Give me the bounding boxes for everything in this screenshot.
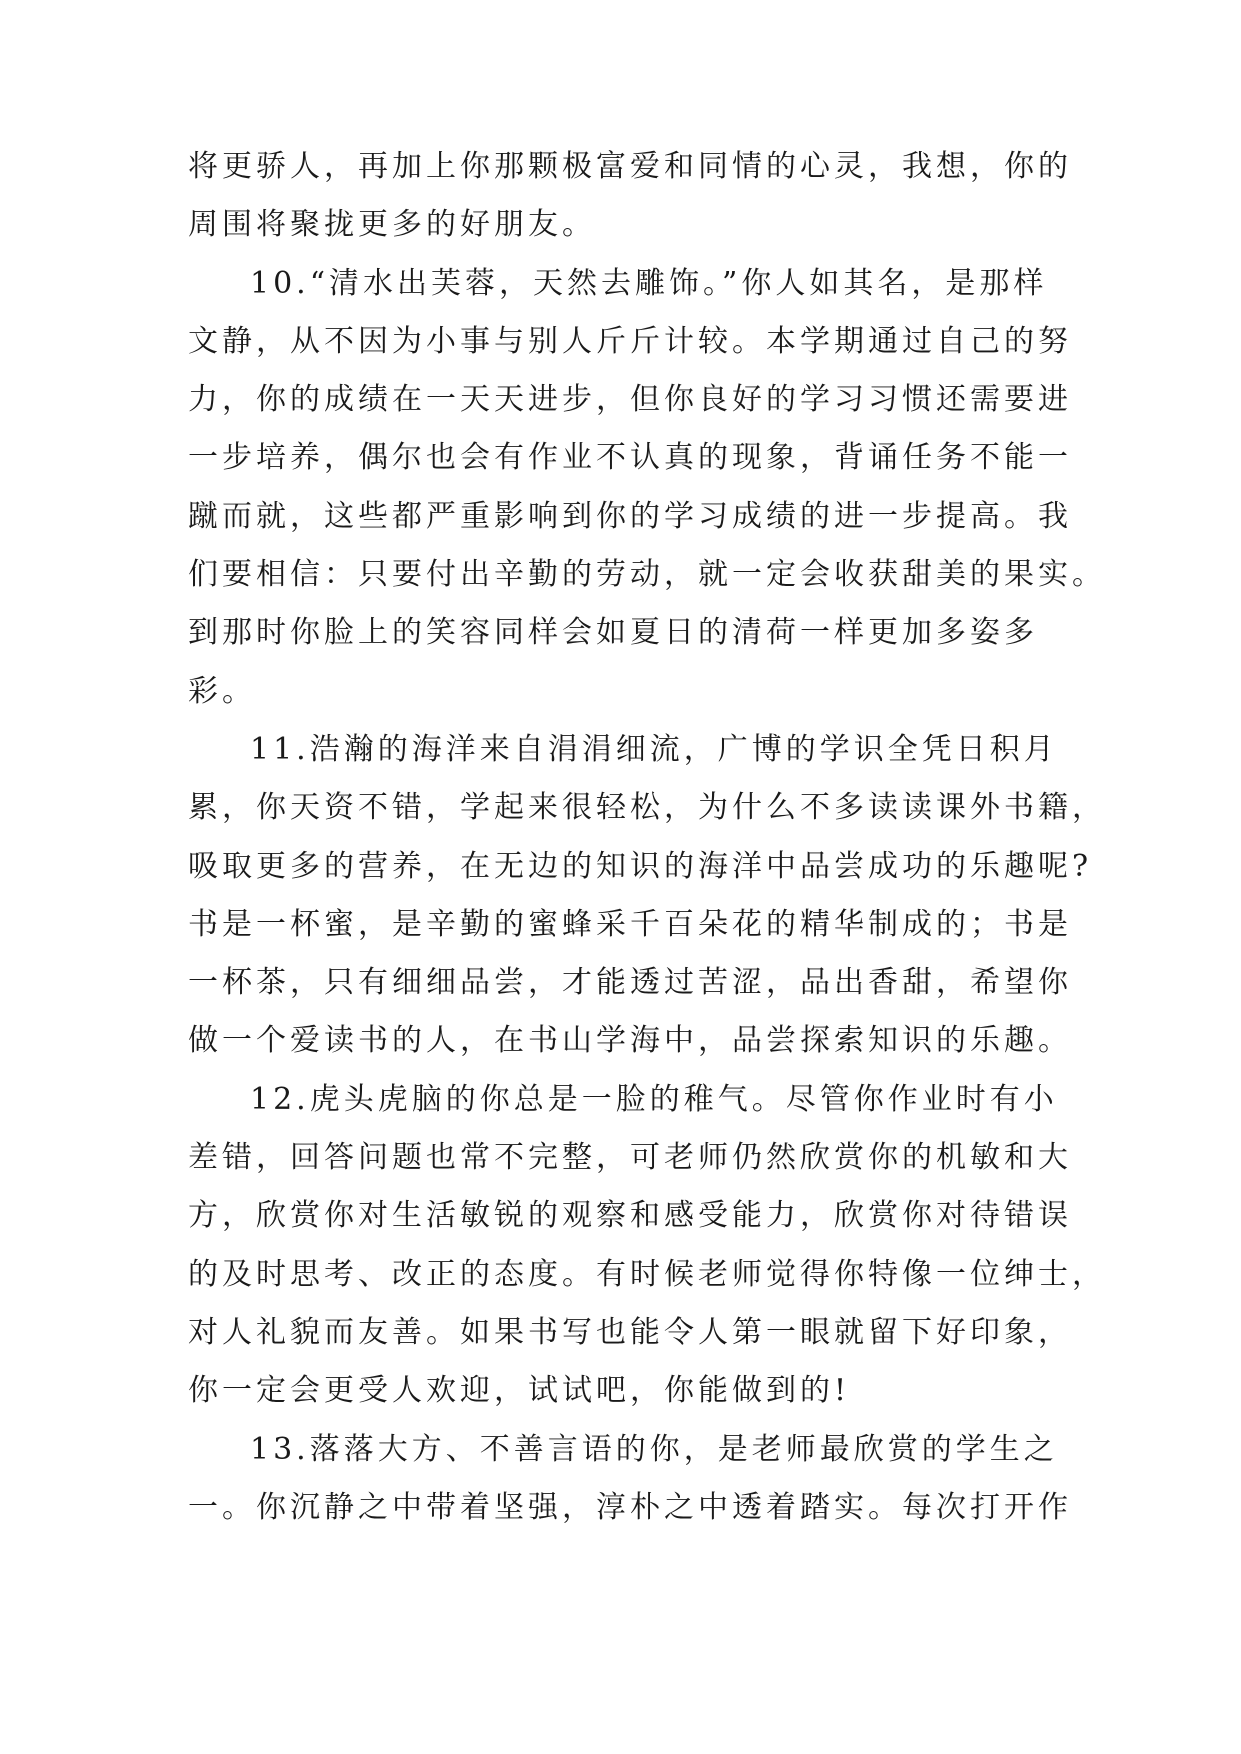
paragraph-13 bbox=[188, 1431, 1072, 1525]
text-line: 周围将聚拢更多的好朋友。 bbox=[188, 207, 596, 243]
text-line: 彩。 bbox=[188, 673, 256, 709]
text-line: 一。你沉静之中带着坚强，淳朴之中透着踏实。每次打开作 bbox=[188, 1489, 1072, 1525]
text-line: 们要相信：只要付出辛勤的劳动，就一定会收获甜美的果实。 bbox=[188, 557, 1106, 593]
text-line: 13.落落大方、不善言语的你，是老师最欣赏的学生之 bbox=[250, 1431, 1058, 1467]
text-line: 累，你天资不错，学起来很轻松，为什么不多读读课外书籍， bbox=[188, 790, 1106, 826]
text-line: 你一定会更受人欢迎，试试吧，你能做到的! bbox=[188, 1373, 851, 1409]
text-line: 10.“清水出芙蓉，天然去雕饰。”你人如其名，是那样 bbox=[250, 265, 1048, 301]
text-line: 方，欣赏你对生活敏锐的观察和感受能力，欣赏你对待错误 bbox=[188, 1198, 1072, 1234]
text-line: 力，你的成绩在一天天进步，但你良好的学习习惯还需要进 bbox=[188, 382, 1072, 418]
text-line: 的及时思考、改正的态度。有时候老师觉得你特像一位绅士， bbox=[188, 1256, 1106, 1292]
text-line: 11.浩瀚的海洋来自涓涓细流，广博的学识全凭日积月 bbox=[250, 731, 1058, 767]
paragraph-11 bbox=[188, 731, 1106, 1059]
text-line: 书是一杯蜜，是辛勤的蜜蜂采千百朵花的精华制成的；书是 bbox=[188, 906, 1072, 942]
text-line: 做一个爱读书的人，在书山学海中，品尝探索知识的乐趣。 bbox=[188, 1023, 1072, 1059]
text-line: 一杯茶，只有细细品尝，才能透过苦涩，品出香甜，希望你 bbox=[188, 965, 1072, 1001]
paragraph-12 bbox=[188, 1081, 1106, 1409]
text-line: 蹴而就，这些都严重影响到你的学习成绩的进一步提高。我 bbox=[188, 498, 1072, 534]
text-line: 将更骄人，再加上你那颗极富爱和同情的心灵，我想，你的 bbox=[188, 149, 1072, 184]
text-line: 吸取更多的营养，在无边的知识的海洋中品尝成功的乐趣呢? bbox=[188, 848, 1093, 884]
text-line: 一步培养，偶尔也会有作业不认真的现象，背诵任务不能一 bbox=[188, 440, 1072, 476]
text-line: 文静，从不因为小事与别人斤斤计较。本学期通过自己的努 bbox=[188, 323, 1072, 359]
text-line: 12.虎头虎脑的你总是一脸的稚气。尽管你作业时有小 bbox=[250, 1081, 1058, 1117]
text-line: 差错，回答问题也常不完整，可老师仍然欣赏你的机敏和大 bbox=[188, 1140, 1072, 1176]
paragraph-9-tail bbox=[188, 149, 1072, 243]
document-body bbox=[188, 149, 1106, 1549]
text-line: 到那时你脸上的笑容同样会如夏日的清荷一样更加多姿多 bbox=[188, 615, 1038, 651]
paragraph-10 bbox=[188, 265, 1106, 709]
text-line: 对人礼貌而友善。如果书写也能令人第一眼就留下好印象， bbox=[188, 1314, 1072, 1350]
